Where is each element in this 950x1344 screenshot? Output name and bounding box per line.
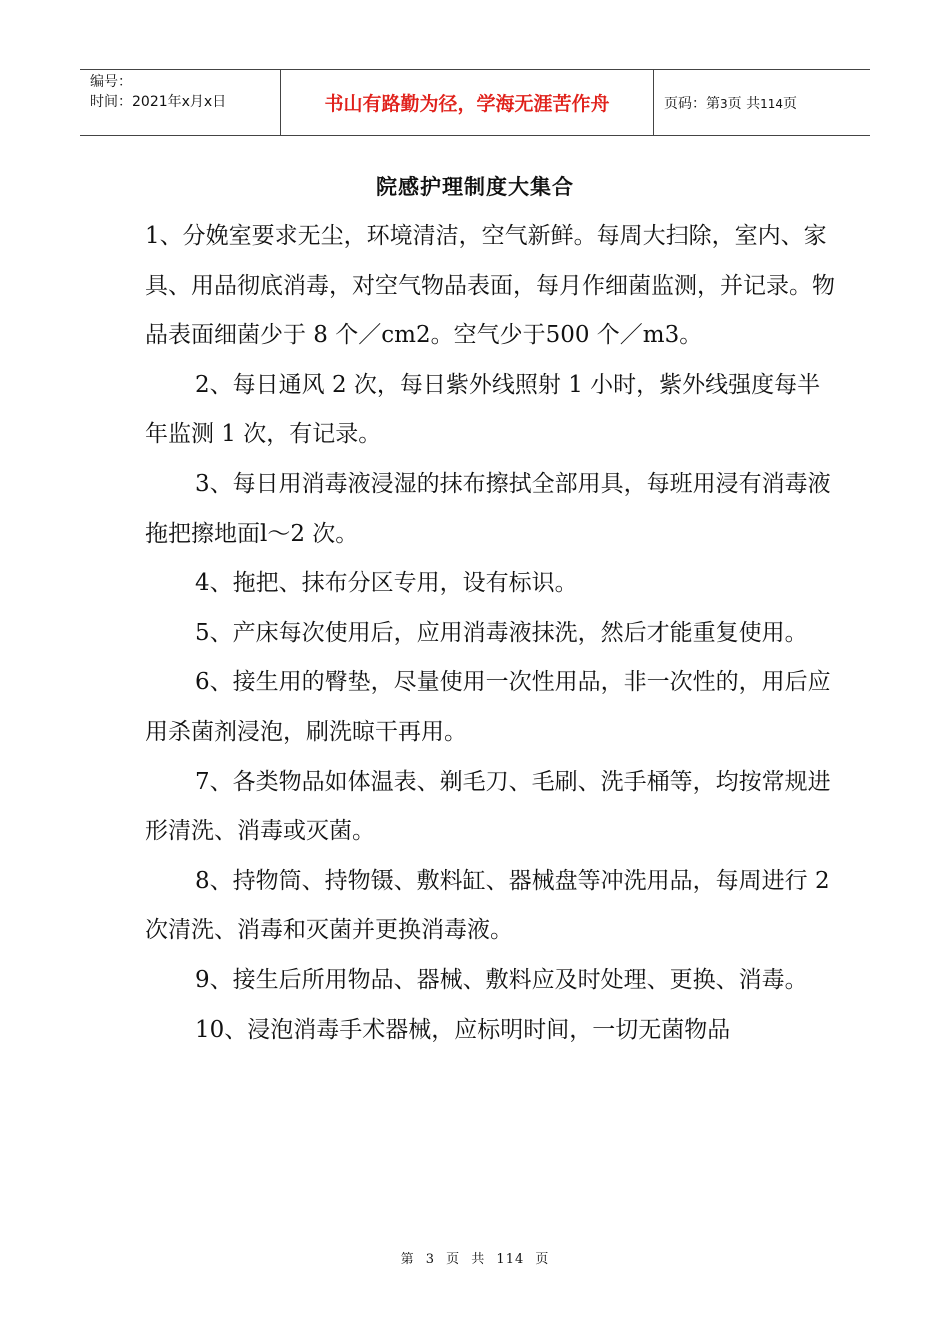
paragraph-4: 4、拖把、抹布分区专用，设有标识。 <box>195 570 578 597</box>
header-meta <box>80 70 281 135</box>
header-page-current: 3 <box>720 96 728 111</box>
page-footer: 第 3 页 共 114 页 <box>400 1252 550 1267</box>
document-body <box>145 212 835 1055</box>
page-header <box>80 69 870 136</box>
paragraph-3: 3、每日用消毒液浸湿的抹布擦拭全部用具，每班用浸有消毒液拖把擦地面l～2 次。 <box>145 470 831 547</box>
header-number-label: 编号： <box>90 74 132 90</box>
header-page-number <box>654 70 870 135</box>
document-title: 院感护理制度大集合 <box>376 175 574 199</box>
header-time-label: 时间：2021年x月x日 <box>90 94 227 110</box>
paragraph-2: 2、每日通风 2 次，每日紫外线照射 1 小时，紫外线强度每半年监测 1 次，有记录。 <box>145 371 821 448</box>
paragraph-8: 8、持物筒、持物镊、敷料缸、器械盘等冲洗用品，每周进行 2 次清洗、消毒和灭菌并更换消毒液。 <box>145 867 830 944</box>
header-motto-cell <box>281 70 654 135</box>
paragraph-10: 10、浸泡消毒手术器械，应标明时间，一切无菌物品 <box>195 1016 731 1043</box>
header-page-total: 114 <box>760 96 783 111</box>
header-page-suffix: 页 <box>783 95 797 112</box>
header-page-line <box>664 93 870 113</box>
paragraph-5: 5、产床每次使用后，应用消毒液抹洗，然后才能重复使用。 <box>195 619 808 646</box>
paragraph-9: 9、接生后所用物品、器械、敷料应及时处理、更换、消毒。 <box>195 966 808 993</box>
header-motto: 书山有路勤为径，学海无涯苦作舟 <box>324 93 610 115</box>
paragraph-7: 7、各类物品如体温表、剃毛刀、毛刷、洗手桶等，均按常规进形清洗、消毒或灭菌。 <box>145 768 831 845</box>
paragraph-6: 6、接生用的臀垫，尽量使用一次性用品，非一次性的，用后应用杀菌剂浸泡，刷洗晾干再用。 <box>145 669 831 745</box>
header-page-mid: 页 共 <box>727 95 761 112</box>
paragraph-1: 1、分娩室要求无尘，环境清洁，空气新鲜。每周大扫除，室内、家具、用品彻底消毒，对空气物品表面，每月作细菌监测，并记录。物品表面细菌少于 8 个／cm2。空气少于500 个／m3。 <box>145 223 835 349</box>
header-page-prefix: 页码：第 <box>664 95 720 112</box>
